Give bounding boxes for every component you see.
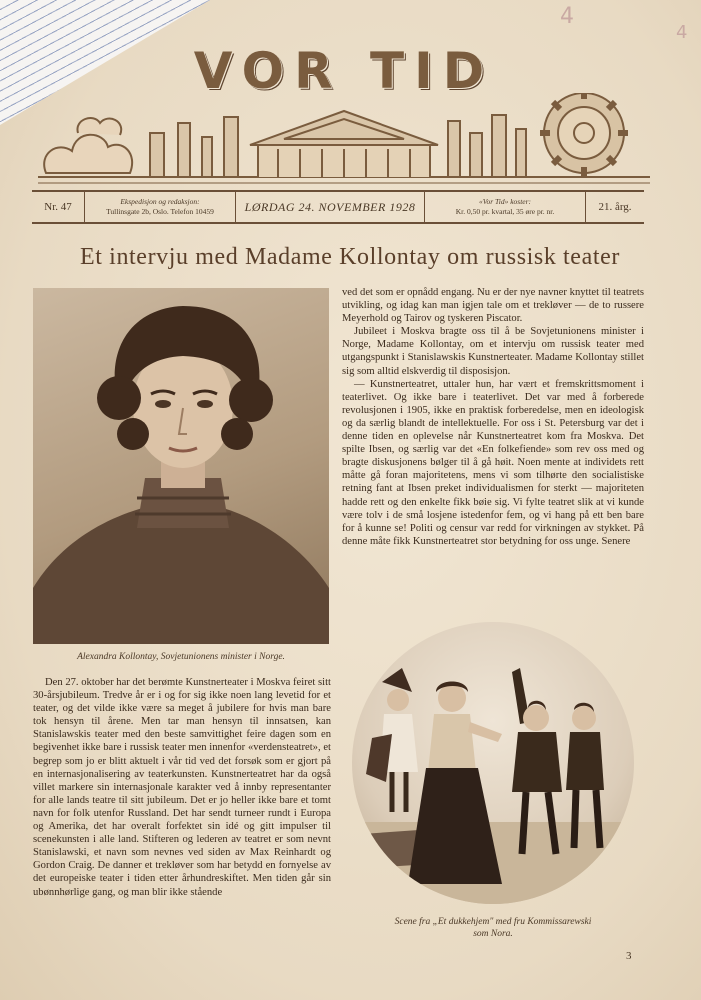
article-paragraph: — Kunstnerteatret, uttaler hun, har vært et fremskrittsmoment i teaterlivet. Og ikke bare i teaterlivet. Det var med å forberede revolusjonen i 1905, ikke en praktisk forberedelse, men en ideologisk og da særlig blandt de intellektuelle. For oss i St. Petersburg var det i denne tiden en oplevelse når Kunstnerteatret kom fra Moskva. Det spilte Ibsen, og særlig var det «En folkefiende» som rev oss med og bragte diskusjonens bølger til å gå høit. Noen mente at individets rett måtte gå foran majoritetens, mens vi som tilhørte den socialistiske retning fant at Ibsen preket individualismen for sterkt — majoriteten hadde rett og den enkelte fikk bøie sig. Vi fylte teatret slik at vi kunde være tolv i de små losjene istedenfor fem, og vi hang på ett ben bare for å kunne se! Politi og censur var redd for virkningen av stykket. På denne måte fikk Kunstnerteatret stor betydning for oss unge. Senere xyxy=(342,378,644,547)
price-text: Kr. 0,50 pr. kvartal, 35 øre pr. nr. xyxy=(455,207,555,216)
theater-scene-illustration xyxy=(352,622,634,904)
scene-caption-line1: Scene fra „Et dukkehjem" med fru Kommissarewski xyxy=(394,917,592,927)
expedition-label: Ekspedisjon og redaksjon: xyxy=(120,197,200,206)
masthead-info-bar xyxy=(32,190,644,224)
portrait-photo xyxy=(33,288,329,644)
price-info xyxy=(425,192,586,222)
article-paragraph: Den 27. oktober har det berømte Kunstnerteater i Moskva feiret sitt 30-årsjubileum. Tredve år er i og for sig ikke noen lang levetid for et teater, og det vilde ikke være sa meget å jubilere for hvis man bare tok hensyn til årene. Men tar man hensyn til innsatsen, kan Stanislawskis teater med den beste samvittighet feire dagen som en begivenhet ikke bare i russisk teater men innenfor «verdensteatret», et begrep som jo er blitt aktuelt i vår tid ved det forsøk som er gjort på en internasjonalisering av teaterkunsten. Kunstnerteatret har da også villet markere sin internasjonale karakter ved å innby representanter for alle lands teatre til sitt jubileum. Det er jo heller ikke bare et tomt navn for folk utenfor Russland. Det har sendt turneer rundt i Europa og Amerika, det har overalt forfektet sin idé og gitt impulser til scenekunsten i alle land. Stifteren og lederen av teatret er som nevnt Stanislawski, et navn som nevnes ved siden av Max Reinhardt og Gordon Craig. De danner et trekløver som har betydd en fornyelse av det europeiske teater i tiden etter århundreskiftet. Men tiden går sin ubønnhørlige gang, og man blir ikke stående xyxy=(33,677,331,898)
article-column-right xyxy=(342,286,644,548)
article-column-left xyxy=(33,676,331,899)
page-number: 3 xyxy=(626,950,632,962)
issue-number: Nr. 47 xyxy=(32,192,85,222)
theater-scene-photo xyxy=(352,622,634,904)
portrait-illustration xyxy=(33,288,329,644)
price-label: «Vor Tid» koster: xyxy=(478,197,532,206)
scene-photo-caption xyxy=(352,916,634,940)
expedition-info xyxy=(85,192,236,222)
volume-year: 21. årg. xyxy=(598,201,632,213)
masthead-title: VOR TID xyxy=(193,42,495,100)
masthead-cityscape-illustration xyxy=(38,93,650,185)
issue-date: LØRDAG 24. NOVEMBER 1928 xyxy=(236,192,425,222)
pencil-annotation-margin: 4 xyxy=(676,22,688,43)
pencil-annotation: 4 xyxy=(560,4,574,29)
article-paragraph: ved det som er opnådd engang. Nu er der nye navner knyttet til teatrets utvikling, og idag kan man igjen tale om et trekløver — de to russere Meyerhold og Tairov og tyskeren Piscator. xyxy=(342,287,644,325)
article-paragraph: Jubileet i Moskva bragte oss til å be Sovjetunionens minister i Norge, Madame Kollontay, om et intervju om russisk teater med utgangspunkt i Stanislawskis Kunstnerteater. Madame Kollontay stillet sig som alltid elskverdig til disposisjon. xyxy=(342,326,644,377)
expedition-address: Tullinsgate 2b, Oslo. Telefon 10459 xyxy=(106,207,214,216)
scene-caption-line2: som Nora. xyxy=(473,929,513,939)
portrait-caption: Alexandra Kollontay, Sovjetunionens minister i Norge. xyxy=(77,652,285,662)
masthead xyxy=(38,38,650,186)
article-headline: Et intervju med Madame Kollontay om russisk teater xyxy=(80,244,620,270)
